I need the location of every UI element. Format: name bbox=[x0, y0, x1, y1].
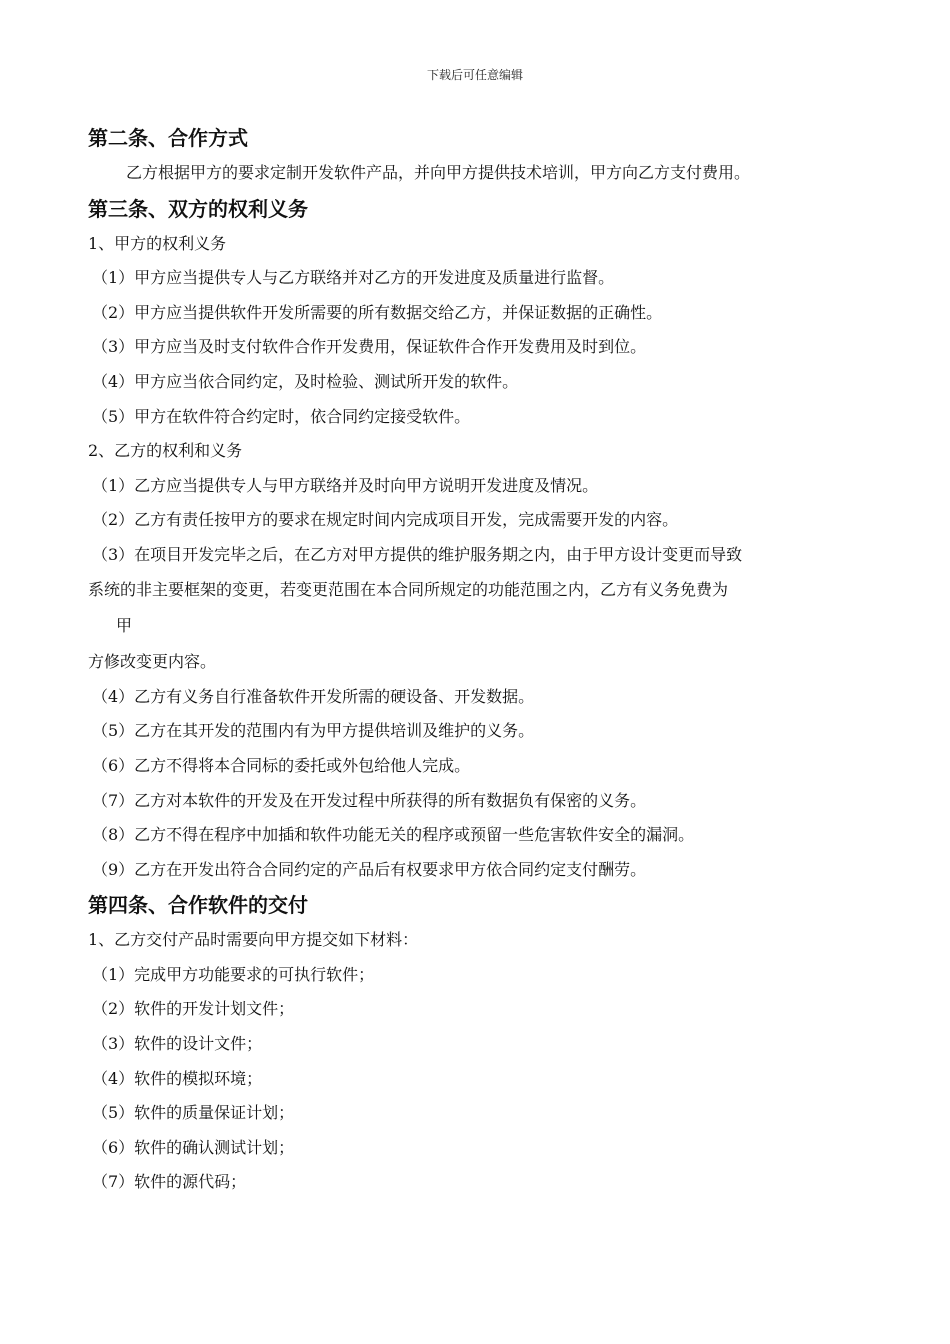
party-b-item-3-line-4: 方修改变更内容。 bbox=[88, 652, 217, 672]
header-note: 下载后可任意编辑 bbox=[426, 68, 523, 82]
party-b-item-9: （9）乙方在开发出符合合同约定的产品后有权要求甲方依合同约定支付酬劳。 bbox=[92, 859, 647, 879]
delivery-item-1: （1）完成甲方功能要求的可执行软件； bbox=[92, 964, 375, 984]
delivery-item-5: （5）软件的质量保证计划； bbox=[92, 1103, 295, 1123]
article-4-heading: 第四条、合作软件的交付 bbox=[88, 893, 308, 918]
delivery-item-7: （7）软件的源代码； bbox=[92, 1172, 247, 1192]
party-b-item-7: （7）乙方对本软件的开发及在开发过程中所获得的所有数据负有保密的义务。 bbox=[92, 790, 647, 810]
article-3-heading: 第三条、双方的权利义务 bbox=[88, 196, 308, 221]
party-b-item-2: （2）乙方有责任按甲方的要求在规定时间内完成项目开发，完成需要开发的内容。 bbox=[92, 510, 679, 530]
delivery-item-2: （2）软件的开发计划文件； bbox=[92, 999, 295, 1019]
party-b-item-3-line-2: 系统的非主要框架的变更，若变更范围在本合同所规定的功能范围之内，乙方有义务免费为 bbox=[88, 579, 729, 599]
party-a-item-1: （1）甲方应当提供专人与乙方联络并对乙方的开发进度及质量进行监督。 bbox=[92, 268, 615, 288]
article-3-subheading-party-b: 2、乙方的权利和义务 bbox=[88, 441, 243, 461]
article-3-subheading-party-a: 1、甲方的权利义务 bbox=[88, 233, 227, 253]
article-4-subheading: 1、乙方交付产品时需要向甲方提交如下材料： bbox=[88, 930, 419, 950]
party-a-item-4: （4）甲方应当依合同约定，及时检验、测试所开发的软件。 bbox=[92, 371, 519, 391]
party-b-item-4: （4）乙方有义务自行准备软件开发所需的硬设备、开发数据。 bbox=[92, 686, 535, 706]
delivery-item-3: （3）软件的设计文件； bbox=[92, 1034, 263, 1054]
party-a-item-2: （2）甲方应当提供软件开发所需要的所有数据交给乙方，并保证数据的正确性。 bbox=[92, 302, 663, 322]
party-a-item-5: （5）甲方在软件符合约定时，依合同约定接受软件。 bbox=[92, 406, 471, 426]
party-b-item-1: （1）乙方应当提供专人与甲方联络并及时向甲方说明开发进度及情况。 bbox=[92, 475, 599, 495]
party-b-item-5: （5）乙方在其开发的范围内有为甲方提供培训及维护的义务。 bbox=[92, 721, 535, 741]
article-2-heading: 第二条、合作方式 bbox=[88, 126, 248, 150]
delivery-item-6: （6）软件的确认测试计划； bbox=[92, 1137, 295, 1157]
document-body bbox=[88, 120, 878, 1200]
party-b-item-8: （8）乙方不得在程序中加插和软件功能无关的程序或预留一些危害软件安全的漏洞。 bbox=[92, 825, 695, 845]
delivery-item-4: （4）软件的模拟环境； bbox=[92, 1068, 263, 1088]
party-b-item-3-line-3: 甲 bbox=[116, 616, 133, 636]
party-a-item-3: （3）甲方应当及时支付软件合作开发费用，保证软件合作开发费用及时到位。 bbox=[92, 337, 647, 357]
party-b-item-3-line-1: （3）在项目开发完毕之后，在乙方对甲方提供的维护服务期之内，由于甲方设计变更而导致 bbox=[92, 544, 743, 564]
party-b-item-6: （6）乙方不得将本合同标的委托或外包给他人完成。 bbox=[92, 755, 471, 775]
article-2-body: 乙方根据甲方的要求定制开发软件产品，并向甲方提供技术培训，甲方向乙方支付费用。 bbox=[126, 163, 751, 182]
